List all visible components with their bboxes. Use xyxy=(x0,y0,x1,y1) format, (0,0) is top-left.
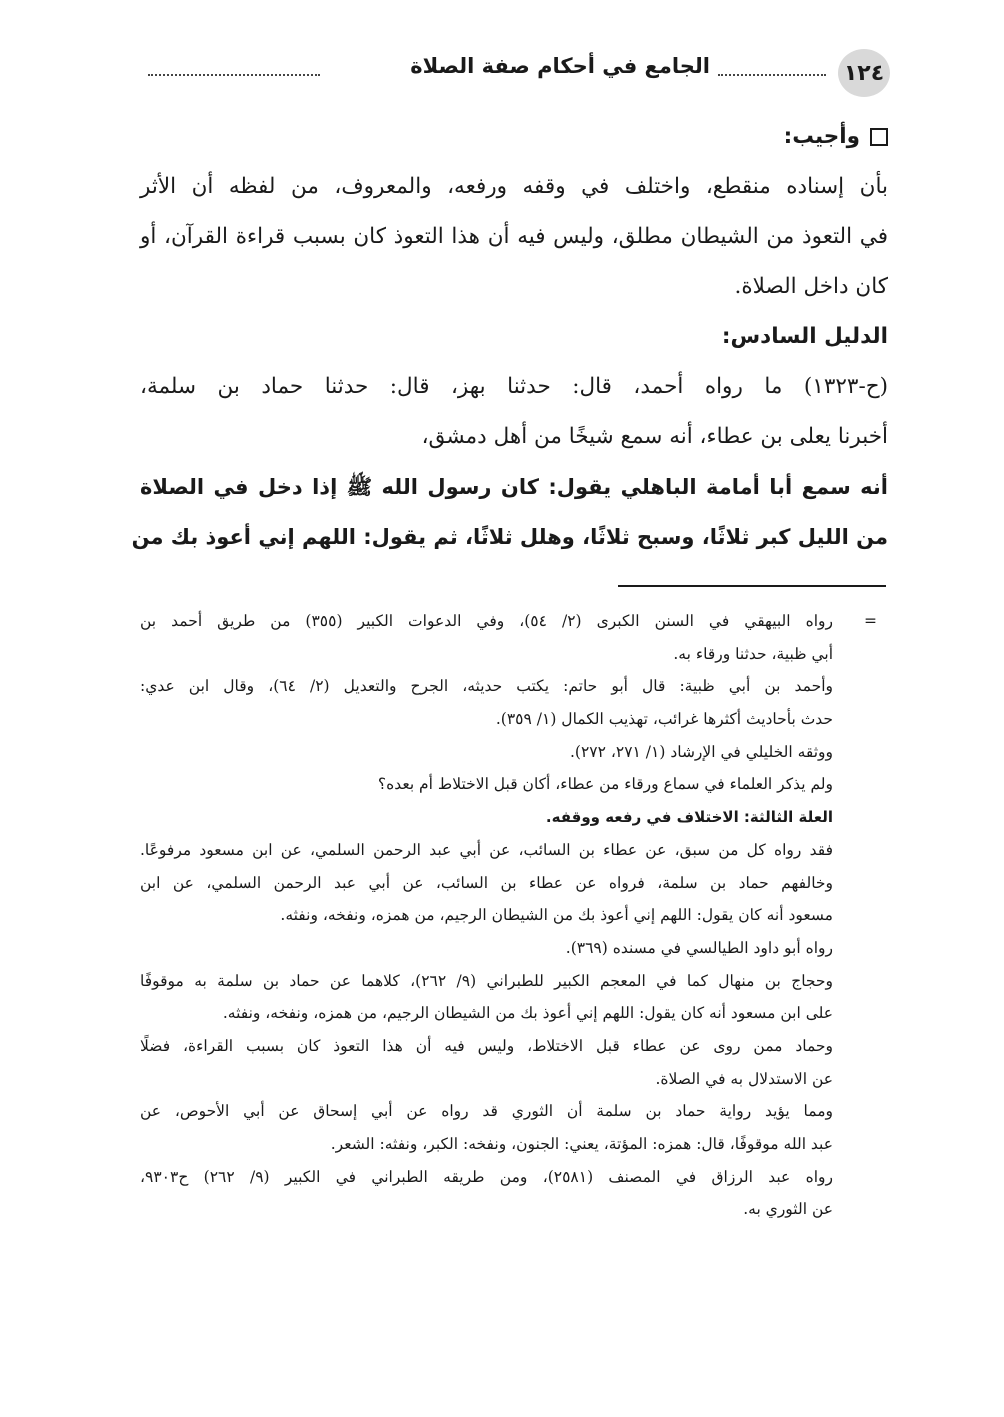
footnote-line: حدث بأحاديث أكثرها غرائب، تهذيب الكمال (١/ ٣٥٩). xyxy=(495,710,833,729)
header-dots-left xyxy=(148,74,320,76)
footnote-line: ومما يؤيد رواية حماد بن سلمة أن الثوري قد رواه عن أبي إسحاق عن أبي الأحوص، عن xyxy=(140,1102,833,1121)
page-number: ١٢٤ xyxy=(838,49,890,97)
footnote-line: على ابن مسعود أنه كان يقول: اللهم إني أعوذ بك من الشيطان الرجيم، من همزه، ونفخه، ونفثه. xyxy=(222,1004,833,1023)
footnote-line: وأحمد بن أبي ظبية: قال أبو حاتم: يكتب حديثه، الجرح والتعديل (٢/ ٦٤)، وقال ابن عدي: xyxy=(140,677,833,696)
hadith-text-line: أنه سمع أبا أمامة الباهلي يقول: كان رسول الله ﷺ إذا دخل في الصلاة xyxy=(140,475,888,499)
text-line: (ح-١٣٢٣) ما رواه أحمد، قال: حدثنا بهز، قال: حدثنا حماد بن سلمة، xyxy=(140,374,888,399)
footnote-line: أبي ظبية، حدثنا ورقاء به. xyxy=(673,644,833,663)
footnotes xyxy=(140,605,885,1226)
footnote-line: وخالفهم حماد بن سلمة، فرواه عن عطاء بن السائب، عن أبي عبد الرحمن السلمي، عن ابن xyxy=(140,873,833,892)
main-text xyxy=(131,112,888,562)
footnote-line: عن الاستدلال به في الصلاة. xyxy=(655,1069,833,1088)
section-heading-evidence: الدليل السادس: xyxy=(721,324,888,349)
text-line: في التعوذ من الشيطان مطلق، وليس فيه أن هذا التعوذ كان بسبب قراءة القرآن، أو xyxy=(140,224,888,249)
footnote-line: رواه أبو داود الطيالسي في مسنده (٣٦٩). xyxy=(565,938,833,957)
header-dots-right xyxy=(718,74,826,76)
footnote-line: عبد الله موقوفًا، قال: همزه: المؤتة، يعني: الجنون، ونفخه: الكبر، ونفثه: الشعر. xyxy=(330,1135,833,1153)
footnote-line: مسعود أنه كان يقول: اللهم إني أعوذ بك من الشيطان الرجيم، من همزه، ونفخه، ونفثه. xyxy=(280,906,833,925)
footnote-line: ولم يذكر العلماء في سماع ورقاء من عطاء، أكان قبل الاختلاط أم بعده؟ xyxy=(377,775,833,794)
footnote-line xyxy=(140,605,885,638)
footnote-line: ووثقه الخليلي في الإرشاد (١/ ٢٧١، ٢٧٢). xyxy=(569,742,833,761)
footnote-line: فقد رواه كل من سبق، عن عطاء بن السائب، عن أبي عبد الرحمن السلمي، عن ابن مسعود مرفوعًا. xyxy=(140,840,833,859)
section-heading-answer xyxy=(140,112,888,162)
heading-answer-text: وأجيب: xyxy=(783,124,860,149)
footnote-separator xyxy=(618,585,886,587)
footnote-line: وحماد ممن روى عن عطاء قبل الاختلاط، وليس فيه أن هذا التعوذ كان بسبب القراءة، فضلًا xyxy=(140,1036,833,1055)
footnote-line: عن الثوري به. xyxy=(743,1200,833,1219)
footnote-line-text: رواه البيهقي في السنن الكبرى (٢/ ٥٤)، وفي الدعوات الكبير (٣٥٥) من طريق أحمد بن xyxy=(140,612,833,630)
hadith-text-line: من الليل كبر ثلاثًا، وسبح ثلاثًا، وهلل ثلاثًا، ثم يقول: اللهم إني أعوذ بك من xyxy=(131,525,888,549)
footnote-line: وحجاج بن منهال كما في المعجم الكبير للطبراني (٩/ ٢٦٢)، كلاهما عن حماد بن سلمة به موقوفًا xyxy=(140,971,833,990)
text-line: كان داخل الصلاة. xyxy=(734,274,888,299)
text-line: أخبرنا يعلى بن عطاء، أنه سمع شيخًا من أهل دمشق، xyxy=(421,424,888,449)
square-bullet-icon xyxy=(870,128,888,146)
book-title: الجامع في أحكام صفة الصلاة xyxy=(410,54,710,78)
page-header xyxy=(140,44,890,100)
footnote-continuation-mark: = xyxy=(864,612,877,630)
text-line: بأن إسناده منقطع، واختلف في وقفه ورفعه، والمعروف، من لفظه أن الأثر xyxy=(140,174,888,199)
footnote-subheading: العلة الثالثة: الاختلاف في رفعه ووقفه. xyxy=(545,808,833,827)
footnote-line: رواه عبد الرزاق في المصنف (٢٥٨١)، ومن طريقه الطبراني في الكبير (٩/ ٢٦٢) ح٩٣٠٣، xyxy=(140,1167,833,1186)
